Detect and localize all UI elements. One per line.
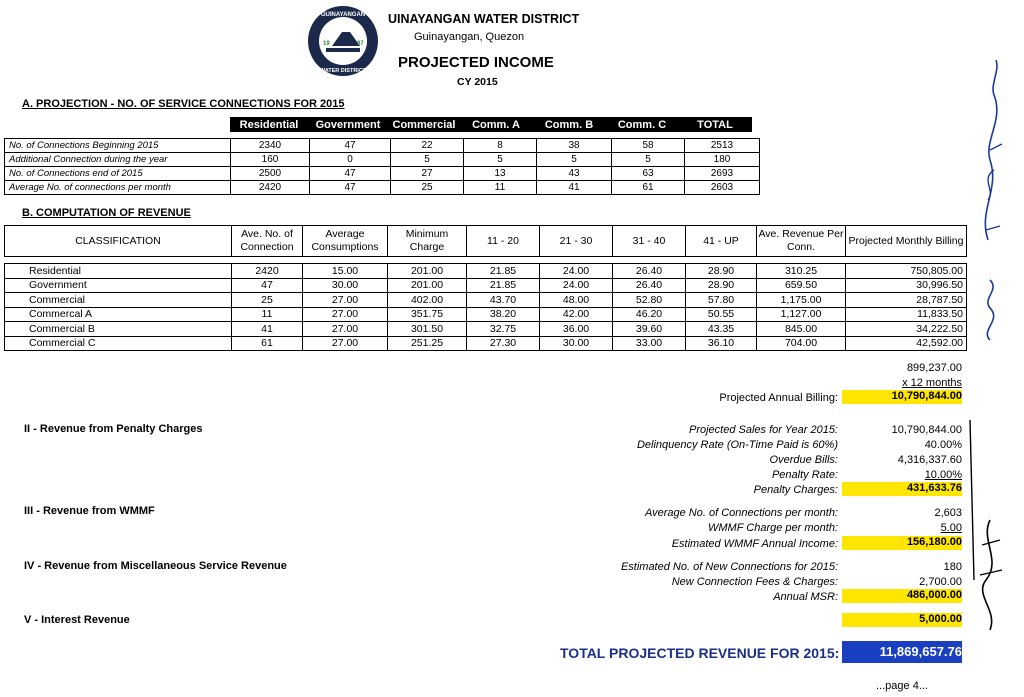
cell: 27.30	[467, 336, 540, 351]
cell: 22	[391, 139, 464, 153]
penalty-item-label: Delinquency Rate (On-Time Paid is 60%)	[636, 439, 838, 451]
cell: 47	[310, 139, 391, 153]
col-header: 41 - UP	[686, 226, 757, 257]
col-header: Minimum Charge	[388, 226, 467, 257]
section-b-heading: B. COMPUTATION OF REVENUE	[22, 207, 191, 219]
misc-heading: IV - Revenue from Miscellaneous Service Revenue	[24, 560, 287, 572]
col-header: Projected Monthly Billing	[846, 226, 967, 257]
cell: 750,805.00	[846, 264, 967, 279]
col-header: Ave. Revenue Per Conn.	[757, 226, 846, 257]
cell: 2693	[685, 167, 760, 181]
cell: 21.85	[467, 278, 540, 293]
svg-text:GUINAYANGAN: GUINAYANGAN	[320, 12, 366, 18]
cell: 48.00	[540, 293, 613, 308]
penalty-charges-value: 431,633.76	[842, 482, 962, 496]
cell: 63	[612, 167, 685, 181]
cell: 251.25	[388, 336, 467, 351]
cell: 61	[612, 181, 685, 195]
cell: 33.00	[613, 336, 686, 351]
cell: 5	[391, 153, 464, 167]
wmmf-item-label: Estimated WMMF Annual Income:	[671, 538, 838, 550]
annual-msr-value: 486,000.00	[842, 589, 962, 603]
svg-text:97: 97	[357, 41, 364, 47]
row-label: No. of Connections Beginning 2015	[5, 139, 231, 153]
cell: 27.00	[303, 293, 388, 308]
cell: 61	[232, 336, 303, 351]
table-row	[5, 167, 760, 181]
cell: 2513	[685, 139, 760, 153]
cell: 27.00	[303, 322, 388, 337]
wmmf-income-value: 156,180.00	[842, 536, 962, 550]
penalty-item-value: 10,790,844.00	[891, 424, 962, 436]
penalty-item-label: Penalty Rate:	[771, 469, 838, 481]
table-row	[5, 278, 967, 293]
cell: 160	[231, 153, 310, 167]
cell: 34,222.50	[846, 322, 967, 337]
cell: 41	[232, 322, 303, 337]
cell: 41	[537, 181, 612, 195]
wmmf-item-label: WMMF Charge per month:	[707, 522, 838, 534]
cell: 11	[464, 181, 537, 195]
section-a-heading: A. PROJECTION - NO. OF SERVICE CONNECTIONS FOR 2015	[22, 98, 345, 110]
cell: 24.00	[540, 264, 613, 279]
penalty-item-label: Projected Sales for Year 2015:	[688, 424, 838, 436]
cell: 47	[310, 167, 391, 181]
total-revenue-value: 11,869,657.76	[842, 641, 962, 663]
penalty-item-value: 40.00%	[924, 439, 962, 451]
col-header: 31 - 40	[613, 226, 686, 257]
cell: 2420	[231, 181, 310, 195]
cell: 11,833.50	[846, 307, 967, 322]
misc-item-label: New Connection Fees & Charges:	[671, 576, 838, 588]
cell: 42.00	[540, 307, 613, 322]
revenue-table	[4, 263, 967, 351]
cell: 27.00	[303, 336, 388, 351]
interest-value: 5,000.00	[842, 613, 962, 627]
row-label: No. of Connections end of 2015	[5, 167, 231, 181]
cell: 32.75	[467, 322, 540, 337]
penalty-item-label: Overdue Bills:	[769, 454, 838, 466]
misc-item-value: 2,700.00	[919, 576, 962, 588]
cell: 27.00	[303, 307, 388, 322]
table-row	[5, 139, 760, 153]
table-row	[5, 181, 760, 195]
connections-table-header	[230, 117, 752, 132]
wmmf-item-value: 5.00	[940, 522, 962, 534]
annual-billing-value: 10,790,844.00	[842, 390, 962, 404]
cell: 2420	[232, 264, 303, 279]
col-header: Commercial	[388, 117, 460, 132]
months-multiplier: x 12 months	[902, 377, 962, 389]
misc-item-label: Estimated No. of New Connections for 2015:	[620, 561, 838, 573]
cell: 27	[391, 167, 464, 181]
col-header: Comm. C	[606, 117, 678, 132]
cell: 28.90	[686, 278, 757, 293]
cell: 25	[232, 293, 303, 308]
cell: 38.20	[467, 307, 540, 322]
annual-billing-label: Projected Annual Billing:	[719, 392, 838, 404]
row-label: Additional Connection during the year	[5, 153, 231, 167]
cell: 11	[232, 307, 303, 322]
misc-item-label: Annual MSR:	[773, 591, 838, 603]
table-row	[5, 153, 760, 167]
cell: 42,592.00	[846, 336, 967, 351]
cell: 28,787.50	[846, 293, 967, 308]
org-location: Guinayangan, Quezon	[414, 31, 525, 43]
row-label: Commercal A	[5, 307, 232, 322]
table-row	[5, 293, 967, 308]
cell: 2340	[231, 139, 310, 153]
col-header: 21 - 30	[540, 226, 613, 257]
cell: 43	[537, 167, 612, 181]
svg-text:19: 19	[323, 41, 330, 47]
cell: 43.70	[467, 293, 540, 308]
guinayangan-water-district-logo	[306, 4, 380, 78]
table-row	[5, 264, 967, 279]
cell: 13	[464, 167, 537, 181]
cell: 46.20	[613, 307, 686, 322]
page-number: ...page 4...	[876, 680, 928, 692]
cell: 351.75	[388, 307, 467, 322]
row-label: Commercial B	[5, 322, 232, 337]
cell: 402.00	[388, 293, 467, 308]
row-label: Average No. of connections per month	[5, 181, 231, 195]
cell: 2603	[685, 181, 760, 195]
connections-table	[4, 138, 760, 195]
cell: 24.00	[540, 278, 613, 293]
cell: 57.80	[686, 293, 757, 308]
cell: 310.25	[757, 264, 846, 279]
cell: 25	[391, 181, 464, 195]
monthly-billing-total: 899,237.00	[906, 362, 962, 374]
cell: 2500	[231, 167, 310, 181]
cell: 704.00	[757, 336, 846, 351]
col-header: Residential	[230, 117, 308, 132]
cell: 301.50	[388, 322, 467, 337]
penalty-item-value: 10.00%	[924, 469, 962, 481]
cell: 0	[310, 153, 391, 167]
cell: 1,175.00	[757, 293, 846, 308]
cell: 47	[310, 181, 391, 195]
col-header: CLASSIFICATION	[5, 226, 232, 257]
cell: 5	[537, 153, 612, 167]
cell: 1,127.00	[757, 307, 846, 322]
misc-item-value: 180	[943, 561, 962, 573]
row-label: Commercial	[5, 293, 232, 308]
wmmf-item-value: 2,603	[934, 507, 962, 519]
penalty-item-label: Penalty Charges:	[753, 484, 838, 496]
row-label: Government	[5, 278, 232, 293]
cell: 30.00	[303, 278, 388, 293]
table-row	[5, 322, 967, 337]
svg-text:WATER DISTRICT: WATER DISTRICT	[319, 68, 367, 74]
col-header: 11 - 20	[467, 226, 540, 257]
table-row	[5, 307, 967, 322]
cell: 8	[464, 139, 537, 153]
wmmf-heading: III - Revenue from WMMF	[24, 505, 155, 517]
cell: 201.00	[388, 264, 467, 279]
cell: 845.00	[757, 322, 846, 337]
col-header: TOTAL	[678, 117, 752, 132]
penalty-heading: II - Revenue from Penalty Charges	[24, 423, 203, 435]
col-header: Comm. A	[460, 117, 532, 132]
cell: 30.00	[540, 336, 613, 351]
row-label: Commercial C	[5, 336, 232, 351]
cell: 659.50	[757, 278, 846, 293]
cell: 201.00	[388, 278, 467, 293]
cell: 26.40	[613, 264, 686, 279]
total-revenue-label: TOTAL PROJECTED REVENUE FOR 2015:	[560, 645, 840, 661]
cell: 36.00	[540, 322, 613, 337]
cell: 36.10	[686, 336, 757, 351]
penalty-item-value: 4,316,337.60	[897, 454, 962, 466]
table-row	[5, 336, 967, 351]
cell: 38	[537, 139, 612, 153]
revenue-table-header	[4, 225, 967, 257]
org-name: UINAYANGAN WATER DISTRICT	[388, 12, 580, 26]
row-label: Residential	[5, 264, 232, 279]
cell: 43.35	[686, 322, 757, 337]
col-header: Average Consumptions	[303, 226, 388, 257]
cell: 5	[612, 153, 685, 167]
cell: 50.55	[686, 307, 757, 322]
cell: 26.40	[613, 278, 686, 293]
cell: 180	[685, 153, 760, 167]
document-title: PROJECTED INCOME	[398, 54, 554, 71]
cell: 15.00	[303, 264, 388, 279]
cell: 39.60	[613, 322, 686, 337]
cell: 58	[612, 139, 685, 153]
document-subtitle: CY 2015	[457, 76, 498, 88]
interest-heading: V - Interest Revenue	[24, 614, 130, 626]
col-header: Comm. B	[532, 117, 606, 132]
cell: 28.90	[686, 264, 757, 279]
col-header: Ave. No. of Connection	[232, 226, 303, 257]
handwritten-signatures	[960, 40, 1020, 660]
cell: 52.80	[613, 293, 686, 308]
cell: 21.85	[467, 264, 540, 279]
cell: 47	[232, 278, 303, 293]
cell: 30,996.50	[846, 278, 967, 293]
cell: 5	[464, 153, 537, 167]
wmmf-item-label: Average No. of Connections per month:	[644, 507, 838, 519]
col-header: Government	[308, 117, 388, 132]
